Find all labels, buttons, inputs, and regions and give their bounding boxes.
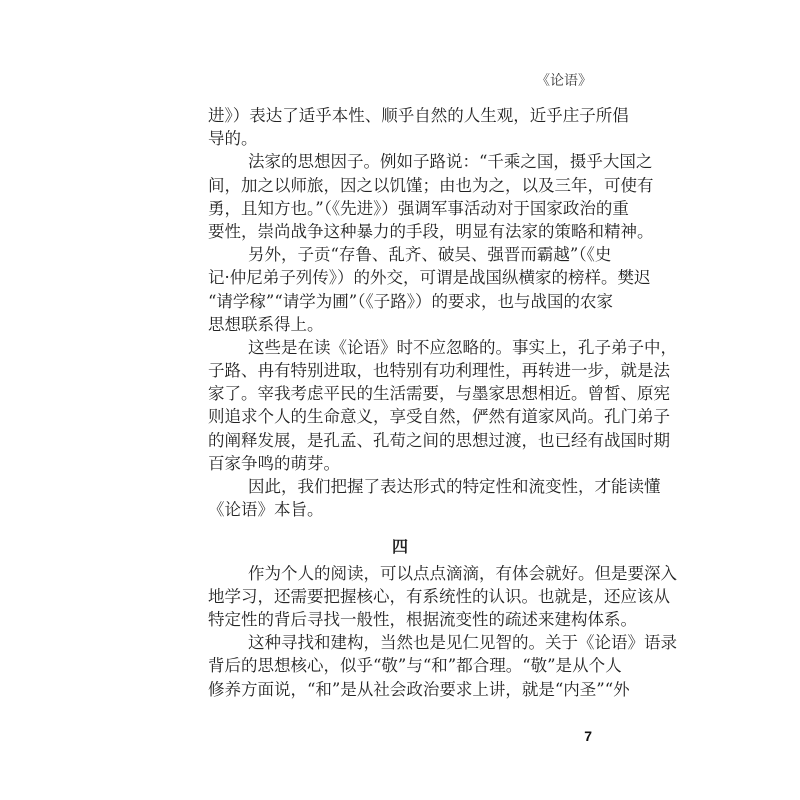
text-line: 的阐释发展，是孔孟、孔荀之间的思想过渡，也已经有战国时期 [208, 430, 670, 450]
paragraph [208, 104, 629, 150]
text-line: 导的。 [208, 129, 258, 149]
paragraph [208, 336, 677, 475]
text-line: 家了。宰我考虑平民的生活需要，与墨家思想相近。曾皙、原宪 [208, 384, 670, 404]
paragraph [208, 150, 654, 243]
text-line: “请学稼”“请学为圃”（《子路》）的要求，也与战国的农家 [208, 291, 613, 311]
text-line: 特定性的背后寻找一般性，根据流变性的疏述来建构体系。 [208, 609, 637, 629]
paragraph [208, 243, 651, 336]
text-line: 《论语》本旨。 [208, 500, 324, 520]
paragraph [208, 631, 677, 701]
page-number: 7 [584, 728, 592, 744]
text-line: 则追求个人的生命意义，享受自然，俨然有道家风尚。孔门弟子 [208, 407, 670, 427]
text-line: 地学习，还需要把握核心，有系统性的认识。也就是，还应该从 [208, 586, 670, 606]
text-line: 勇，且知方也。”（《先进》）强调军事活动对于国家政治的重 [208, 198, 629, 218]
paragraph [208, 475, 661, 521]
text-line: 这些是在读《论语》时不应忽略的。事实上，孔子弟子中， [248, 337, 677, 357]
paragraph [208, 562, 677, 632]
text-line: 百家争鸣的萌芽。 [208, 453, 340, 473]
text-line: 进》）表达了适乎本性、顺乎自然的人生观，近乎庄子所倡 [208, 106, 629, 125]
text-line: 因此，我们把握了表达形式的特定性和流变性，才能读懂 [248, 477, 661, 496]
text-line: 思想联系得上。 [208, 314, 324, 334]
text-line: 另外，子贡“存鲁、乱齐、破吴、强晋而霸越”（《史 [248, 245, 612, 265]
text-line: 间，加之以师旅，因之以饥馑；由也为之，以及三年，可使有 [208, 175, 654, 195]
text-line: 记·仲尼弟子列传》）的外交，可谓是战国纵横家的榜样。樊迟 [208, 268, 651, 288]
text-line: 法家的思想因子。例如子路说：“千乘之国，摄乎大国之 [248, 152, 653, 172]
text-line: 作为个人的阅读，可以点点滴滴，有体会就好。但是要深入 [248, 563, 677, 583]
text-line: 子路、冉有特别进取，也特别有功利理性，再转进一步，就是法 [208, 361, 670, 381]
text-line: 背后的思想核心，似乎“敬”与“和”都合理。“敬”是从个人 [208, 656, 622, 676]
running-header: 《论语》 [536, 73, 592, 89]
paragraphs-before-section [208, 104, 677, 521]
page-body [208, 104, 677, 701]
text-line: 修养方面说，“和”是从社会政治要求上讲，就是“内圣”“外 [208, 679, 630, 699]
section-heading: 四 [391, 537, 408, 557]
paragraphs-after-section [208, 562, 677, 701]
text-line: 要性，崇尚战争这种暴力的手段，明显有法家的策略和精神。 [208, 221, 654, 241]
text-line: 这种寻找和建构，当然也是见仁见智的。关于《论语》语录 [248, 633, 677, 653]
